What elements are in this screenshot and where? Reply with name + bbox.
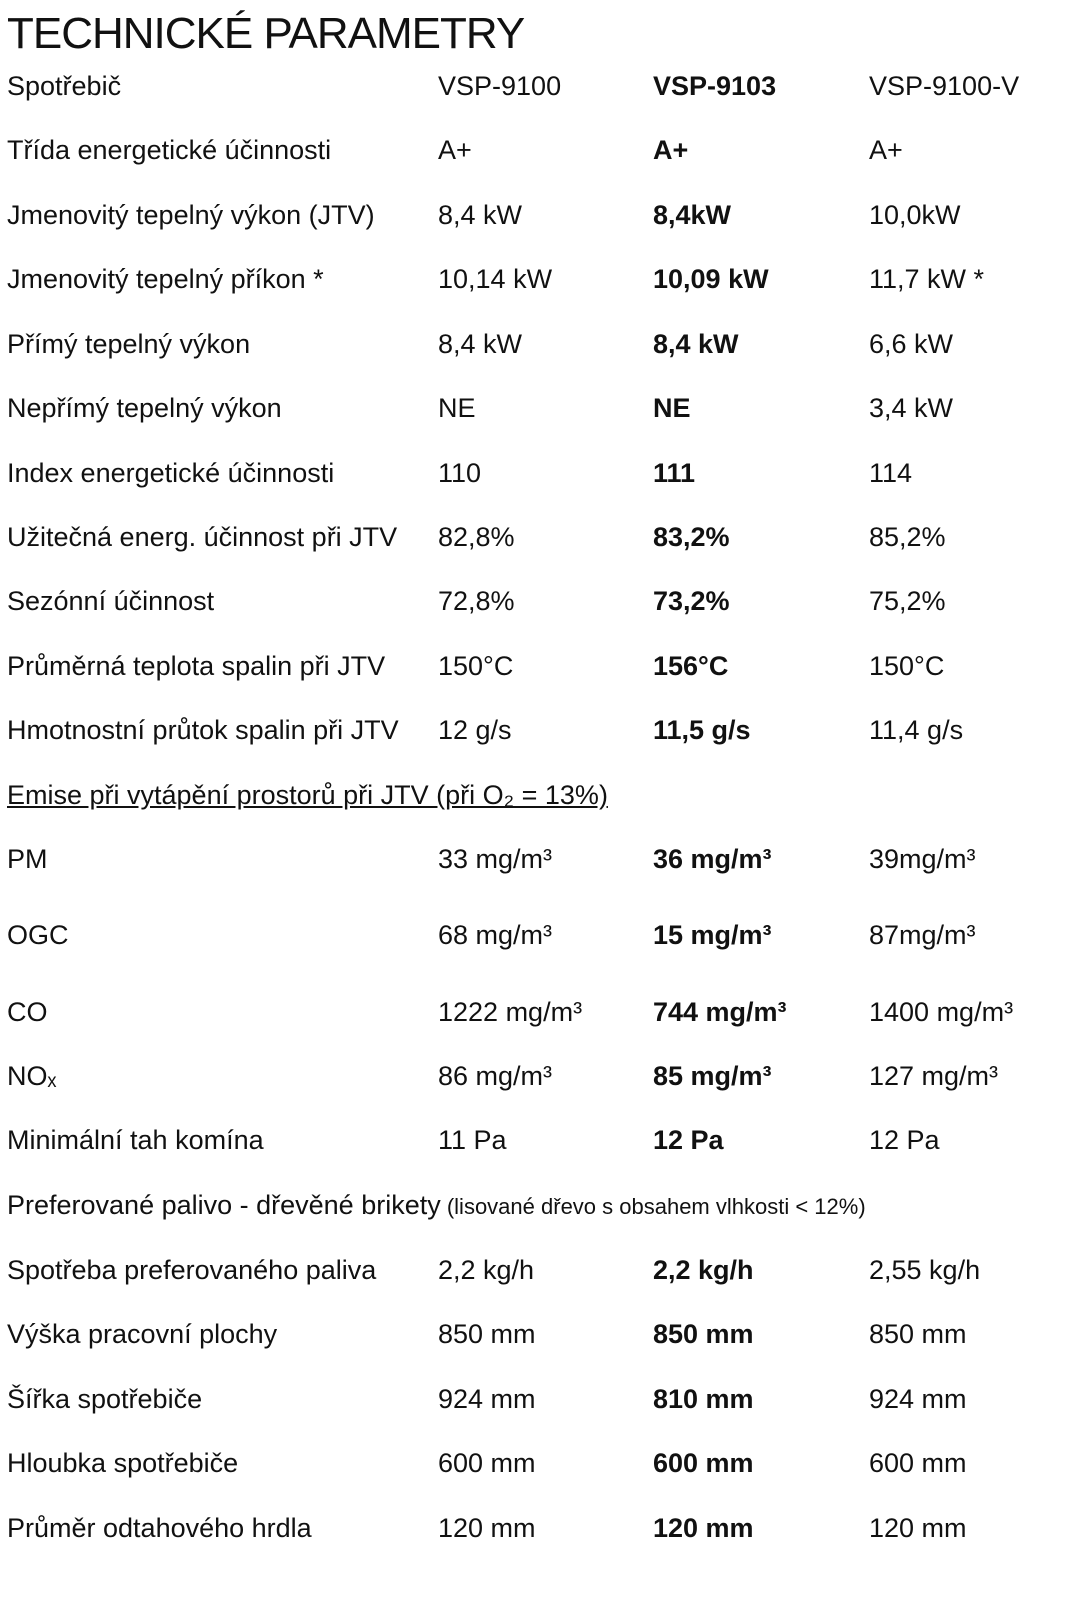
page-title: TECHNICKÉ PARAMETRY	[7, 9, 525, 58]
table-row	[0, 388, 1066, 428]
header-model-1: VSP-9100	[438, 71, 562, 101]
row-value-model-3: 6,6 kW	[869, 329, 954, 359]
row-value-model-1: 82,8%	[438, 522, 515, 552]
row-label: Třída energetické účinnosti	[7, 135, 332, 165]
row-label: Nepřímý tepelný výkon	[7, 393, 282, 423]
table-row	[0, 839, 1066, 879]
row-value-model-2: 8,4 kW	[653, 329, 739, 359]
row-value-model-2: A+	[653, 135, 689, 165]
row-value-model-1: 68 mg/m³	[438, 920, 553, 950]
row-value-model-3: 924 mm	[869, 1384, 967, 1414]
table-row	[0, 1120, 1066, 1160]
row-value-model-3: 3,4 kW	[869, 393, 954, 423]
row-value-model-3: 114	[869, 458, 913, 488]
row-value-model-3: 127 mg/m³	[869, 1061, 999, 1091]
table-row	[0, 1508, 1066, 1548]
table-row	[0, 324, 1066, 364]
row-value-model-3: 85,2%	[869, 522, 946, 552]
row-value-model-1: 120 mm	[438, 1513, 536, 1543]
row-value-model-2: 850 mm	[653, 1319, 754, 1349]
row-value-model-3: 11,7 kW *	[869, 264, 985, 294]
row-value-model-1: 850 mm	[438, 1319, 536, 1349]
table-row	[0, 453, 1066, 493]
row-label: Index energetické účinnosti	[7, 458, 335, 488]
row-value-model-3: 10,0kW	[869, 200, 961, 230]
row-value-model-1: 110	[438, 458, 482, 488]
table-row	[0, 259, 1066, 299]
row-value-model-1: 924 mm	[438, 1384, 536, 1414]
row-value-model-1: 11 Pa	[438, 1125, 507, 1155]
row-value-model-1: 600 mm	[438, 1448, 536, 1478]
table-row	[0, 646, 1066, 686]
row-value-model-2: 85 mg/m³	[653, 1061, 772, 1091]
table-row	[0, 130, 1066, 170]
header-model-3: VSP-9100-V	[869, 71, 1020, 101]
row-value-model-2: 810 mm	[653, 1384, 754, 1414]
table-header-row	[0, 66, 1066, 106]
row-value-model-1: A+	[438, 135, 472, 165]
row-label: OGC	[7, 920, 69, 950]
row-value-model-1: 33 mg/m³	[438, 844, 553, 874]
table-row	[0, 195, 1066, 235]
table-row	[0, 1056, 1066, 1096]
table-row	[0, 915, 1066, 955]
row-value-model-2: 73,2%	[653, 586, 730, 616]
row-label: Jmenovitý tepelný příkon *	[7, 264, 324, 294]
preferred-fuel-main: Preferované palivo - dřevěné brikety	[7, 1190, 441, 1220]
row-value-model-1: 10,14 kW	[438, 264, 553, 294]
table-row	[0, 710, 1066, 750]
row-value-model-2: 36 mg/m³	[653, 844, 772, 874]
row-value-model-2: 2,2 kg/h	[653, 1255, 754, 1285]
row-value-model-3: 75,2%	[869, 586, 946, 616]
row-label: CO	[7, 997, 48, 1027]
preferred-fuel-detail: (lisované dřevo s obsahem vlhkosti < 12%)	[440, 1194, 866, 1219]
row-label: Přímý tepelný výkon	[7, 329, 251, 359]
row-value-model-3: 2,55 kg/h	[869, 1255, 981, 1285]
row-value-model-2: 11,5 g/s	[653, 715, 751, 745]
row-label: Hloubka spotřebiče	[7, 1448, 239, 1478]
row-value-model-3: 850 mm	[869, 1319, 967, 1349]
row-value-model-3: 150°C	[869, 651, 945, 681]
row-value-model-3: 1400 mg/m³	[869, 997, 1014, 1027]
emissions-section-heading: Emise při vytápění prostorů při JTV (při O₂ = 13%)	[7, 780, 608, 810]
row-value-model-2: 15 mg/m³	[653, 920, 772, 950]
row-value-model-2: 744 mg/m³	[653, 997, 787, 1027]
row-value-model-3: 39mg/m³	[869, 844, 976, 874]
row-label: Jmenovitý tepelný výkon (JTV)	[7, 200, 375, 230]
table-row	[0, 1379, 1066, 1419]
row-value-model-2: NE	[653, 393, 691, 423]
table-row	[0, 992, 1066, 1032]
row-value-model-1: 8,4 kW	[438, 200, 523, 230]
table-row	[0, 581, 1066, 621]
row-value-model-2: 10,09 kW	[653, 264, 769, 294]
header-label: Spotřebič	[7, 71, 122, 101]
row-label: Minimální tah komína	[7, 1125, 264, 1155]
row-label: Průměrná teplota spalin při JTV	[7, 651, 386, 681]
row-label: Spotřeba preferovaného paliva	[7, 1255, 377, 1285]
row-value-model-3: 600 mm	[869, 1448, 967, 1478]
row-value-model-1: 86 mg/m³	[438, 1061, 553, 1091]
row-value-model-3: 87mg/m³	[869, 920, 976, 950]
row-label: Průměr odtahového hrdla	[7, 1513, 312, 1543]
row-value-model-1: 150°C	[438, 651, 514, 681]
preferred-fuel-note	[7, 1185, 866, 1225]
row-value-model-3: A+	[869, 135, 903, 165]
row-value-model-1: 8,4 kW	[438, 329, 523, 359]
row-value-model-2: 600 mm	[653, 1448, 754, 1478]
row-value-model-1: NE	[438, 393, 476, 423]
row-label: Sezónní účinnost	[7, 586, 215, 616]
row-value-model-1: 72,8%	[438, 586, 515, 616]
header-model-2: VSP-9103	[653, 71, 777, 101]
row-label: Výška pracovní plochy	[7, 1319, 278, 1349]
table-row	[0, 1443, 1066, 1483]
row-value-model-3: 120 mm	[869, 1513, 967, 1543]
row-label: PM	[7, 844, 48, 874]
row-value-model-2: 8,4kW	[653, 200, 732, 230]
row-value-model-3: 12 Pa	[869, 1125, 940, 1155]
row-label: Hmotnostní průtok spalin při JTV	[7, 715, 399, 745]
row-value-model-1: 1222 mg/m³	[438, 997, 583, 1027]
row-value-model-3: 11,4 g/s	[869, 715, 964, 745]
row-value-model-2: 156°C	[653, 651, 729, 681]
table-row	[0, 1314, 1066, 1354]
row-value-model-1: 2,2 kg/h	[438, 1255, 535, 1285]
table-row	[0, 1250, 1066, 1290]
row-value-model-1: 12 g/s	[438, 715, 512, 745]
row-value-model-2: 12 Pa	[653, 1125, 724, 1155]
row-value-model-2: 111	[653, 458, 696, 488]
row-label: NOₓ	[7, 1061, 57, 1091]
row-value-model-2: 120 mm	[653, 1513, 754, 1543]
table-row	[0, 517, 1066, 557]
row-label: Užitečná energ. účinnost při JTV	[7, 522, 398, 552]
row-label: Šířka spotřebiče	[7, 1384, 203, 1414]
row-value-model-2: 83,2%	[653, 522, 730, 552]
